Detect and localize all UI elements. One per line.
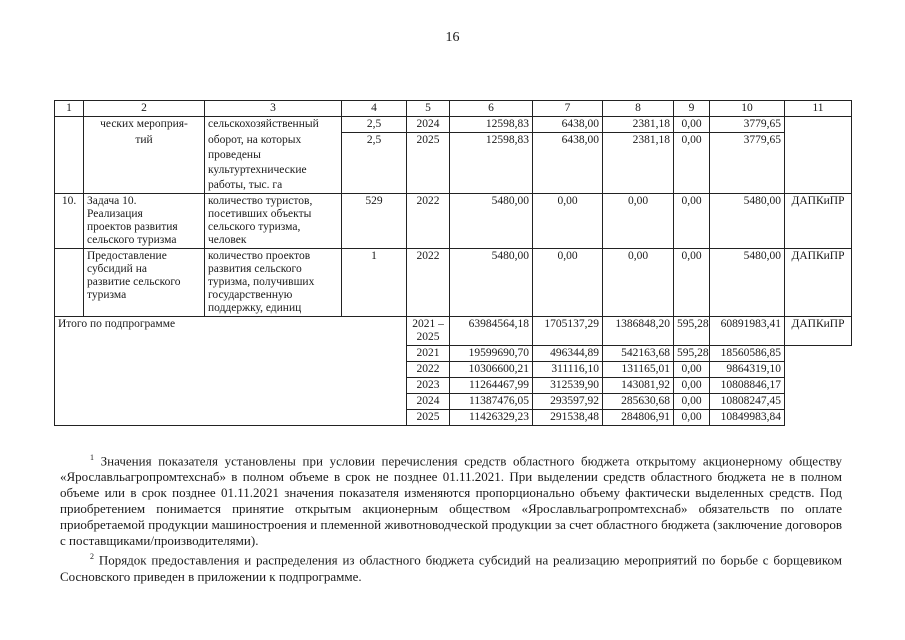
value-cell: 2,5 (342, 117, 407, 133)
indicator-cell: сельскохозяйственный (205, 117, 342, 133)
amount-cell: 0,00 (533, 249, 603, 317)
amount-cell: 18560586,85 (710, 346, 785, 362)
amount-cell: 6438,00 (533, 133, 603, 149)
header-cell: 4 (342, 101, 407, 117)
table-header-row (55, 101, 852, 117)
event-name-line: Предоставление (87, 250, 167, 262)
indicator-line: развития сельского (208, 263, 302, 275)
task-name-line: сельского туризма (87, 234, 177, 246)
amount-cell: 285630,68 (603, 394, 674, 410)
amount-cell: 0,00 (674, 378, 710, 394)
total-row (55, 317, 852, 346)
amount-cell: 0,00 (674, 133, 710, 149)
year-cell: 2021 (407, 346, 450, 362)
row-number-cell (55, 249, 84, 317)
amount-cell: 10306600,21 (450, 362, 533, 378)
amount-cell: 291538,48 (533, 410, 603, 426)
subsidy-row (55, 249, 852, 317)
indicator-cell: проведены (205, 148, 342, 163)
table-row (55, 117, 852, 133)
task-name-line: Задача 10. (87, 195, 137, 207)
event-name-cell: ческих мероприя- (84, 117, 205, 133)
executor-cell: ДАПКиПР (785, 194, 852, 249)
amount-cell: 11426329,23 (450, 410, 533, 426)
indicator-line: количество проектов (208, 250, 311, 262)
period-cell (407, 317, 450, 346)
row-number-cell (55, 117, 84, 194)
header-cell: 3 (205, 101, 342, 117)
amount-cell: 11264467,99 (450, 378, 533, 394)
amount-cell: 5480,00 (450, 249, 533, 317)
amount-cell: 0,00 (603, 249, 674, 317)
amount-cell: 293597,92 (533, 394, 603, 410)
amount-cell: 10849983,84 (710, 410, 785, 426)
value-cell: 529 (342, 194, 407, 249)
footnote-2 (60, 549, 842, 584)
task-10-row (55, 194, 852, 249)
amount-cell: 496344,89 (533, 346, 603, 362)
table-row (55, 133, 852, 149)
header-cell: 7 (533, 101, 603, 117)
amount-cell: 0,00 (603, 194, 674, 249)
indicator-line: посетивших объекты (208, 208, 312, 220)
footnote-1 (60, 450, 842, 549)
footnote-mark: 2 (90, 552, 94, 562)
header-cell: 10 (710, 101, 785, 117)
amount-cell: 60891983,41 (710, 317, 785, 346)
amount-cell: 63984564,18 (450, 317, 533, 346)
amount-cell: 5480,00 (450, 194, 533, 249)
year-cell: 2022 (407, 194, 450, 249)
executor-cell: ДАПКиПР (785, 249, 852, 317)
amount-cell: 0,00 (674, 410, 710, 426)
header-cell: 2 (84, 101, 205, 117)
task-name-line: проектов развития (87, 221, 178, 233)
amount-cell: 0,00 (674, 394, 710, 410)
header-cell: 8 (603, 101, 674, 117)
indicator-line: сельского туризма, (208, 221, 301, 233)
amount-cell: 0,00 (674, 194, 710, 249)
amount-cell: 311116,10 (533, 362, 603, 378)
amount-cell: 131165,01 (603, 362, 674, 378)
value-cell: 1 (342, 249, 407, 317)
period-line: 2021 – (412, 318, 444, 330)
amount-cell: 2381,18 (603, 133, 674, 149)
amount-cell: 12598,83 (450, 133, 533, 149)
indicator-cell (205, 194, 342, 249)
executor-cell (785, 117, 852, 194)
amount-cell: 2381,18 (603, 117, 674, 133)
row-number-cell: 10. (55, 194, 84, 249)
executor-cell: ДАПКиПР (785, 317, 852, 346)
amount-cell: 0,00 (674, 362, 710, 378)
indicator-line: государственную (208, 289, 293, 301)
year-cell: 2025 (407, 133, 450, 149)
indicator-line: человек (208, 234, 247, 246)
indicator-line: туризма, получивших (208, 276, 315, 288)
year-cell: 2025 (407, 410, 450, 426)
page-number: 16 (445, 30, 460, 45)
header-cell: 9 (674, 101, 710, 117)
indicator-cell: работы, тыс. га (205, 178, 342, 194)
amount-cell: 143081,92 (603, 378, 674, 394)
amount-cell: 312539,90 (533, 378, 603, 394)
amount-cell: 10808247,45 (710, 394, 785, 410)
event-name-line: туризма (87, 289, 127, 301)
value-cell: 2,5 (342, 133, 407, 149)
amount-cell: 10808846,17 (710, 378, 785, 394)
amount-cell: 5480,00 (710, 249, 785, 317)
footnote-text: Порядок предоставления и распределения из областного бюджета субсидий на реализацию мероприятий по борьбе с борщевиком Сосновского приведен в приложении к подпрограмме. (60, 552, 842, 584)
amount-cell: 284806,91 (603, 410, 674, 426)
amount-cell: 5480,00 (710, 194, 785, 249)
task-name-cell (84, 194, 205, 249)
task-name-line: Реализация (87, 208, 143, 220)
year-cell: 2023 (407, 378, 450, 394)
amount-cell: 0,00 (533, 194, 603, 249)
indicator-line: количество туристов, (208, 195, 313, 207)
year-cell: 2024 (407, 117, 450, 133)
total-label-cell: Итого по подпрограмме (55, 317, 407, 426)
amount-cell: 11387476,05 (450, 394, 533, 410)
indicator-line: поддержку, единиц (208, 302, 302, 314)
amount-cell: 6438,00 (533, 117, 603, 133)
header-cell: 6 (450, 101, 533, 117)
year-cell: 2022 (407, 362, 450, 378)
year-cell: 2022 (407, 249, 450, 317)
amount-cell: 595,28 (674, 346, 710, 362)
indicator-cell: культуртехнические (205, 163, 342, 178)
amount-cell: 1705137,29 (533, 317, 603, 346)
event-name-line: субсидий на (87, 263, 147, 275)
amount-cell: 1386848,20 (603, 317, 674, 346)
header-cell: 11 (785, 101, 852, 117)
year-cell: 2024 (407, 394, 450, 410)
amount-cell: 0,00 (674, 249, 710, 317)
indicator-cell: оборот, на которых (205, 133, 342, 149)
amount-cell: 9864319,10 (710, 362, 785, 378)
footnote-mark: 1 (90, 453, 94, 462)
amount-cell: 12598,83 (450, 117, 533, 133)
amount-cell: 542163,68 (603, 346, 674, 362)
amount-cell: 19599690,70 (450, 346, 533, 362)
event-name-cell: тий (84, 133, 205, 194)
subprogram-table (54, 100, 852, 426)
period-line: 2025 (416, 331, 440, 343)
indicator-cell (205, 249, 342, 317)
header-cell: 1 (55, 101, 84, 117)
event-name-line: развитие сельского (87, 276, 181, 288)
footnote-text: Значения показателя установлены при условии перечисления средств областного бюджета открытому акционерному обществу «Ярославльагропромтехснаб» в полном объеме в срок не позднее 01.11.2021. При выделении средств областного бюджета не в полном объеме или в срок позднее 01.11.2021 значения показателя изменяются пропорционально объему фактически выделенных средств. Под приобретением понимается принятие открытым акционерным обществом «Ярославльагропромтехснаб» обязательств по оплате приобретаемой продукции машиностроения и племенной животноводческой продукции за счет областного бюджета (заключение договоров с поставщиками/производителями). (60, 453, 843, 549)
amount-cell: 3779,65 (710, 133, 785, 149)
amount-cell: 3779,65 (710, 117, 785, 133)
footnotes (60, 450, 842, 585)
header-cell: 5 (407, 101, 450, 117)
amount-cell: 0,00 (674, 117, 710, 133)
event-name-cell (84, 249, 205, 317)
amount-cell: 595,28 (674, 317, 710, 346)
